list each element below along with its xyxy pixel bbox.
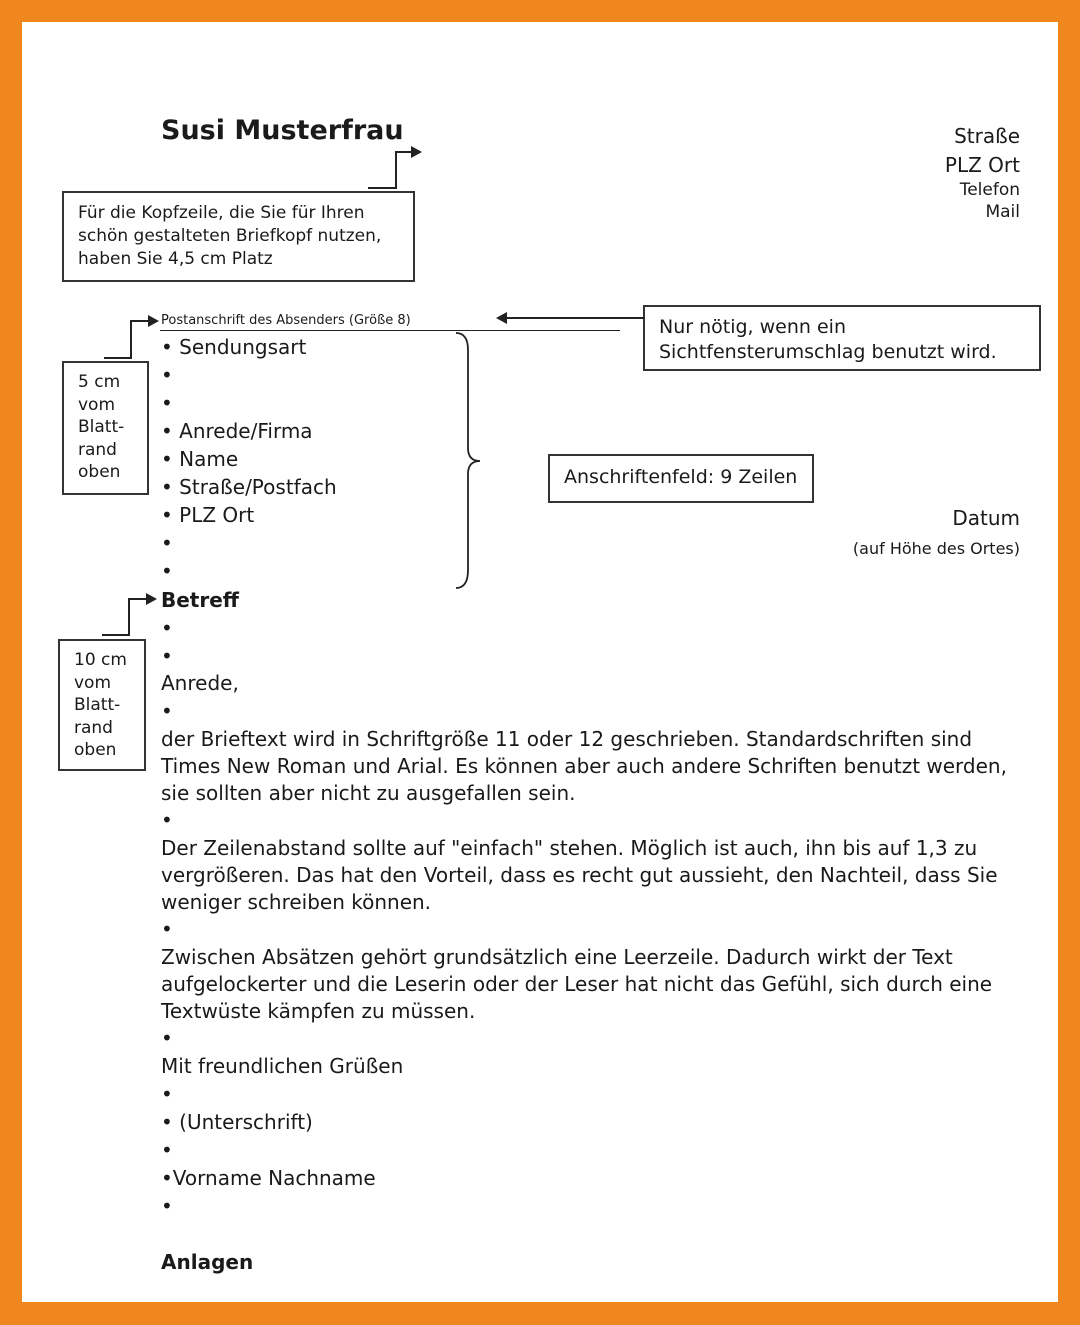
sender-phone: Telefon [959, 180, 1020, 200]
empty-line-bullet: • [161, 1082, 173, 1106]
margin-note-10cm-line: vom [74, 672, 112, 693]
salutation: Anrede, [161, 671, 239, 695]
margin-note-10cm [58, 639, 146, 771]
address-field-label: Anschriftenfeld: 9 Zeilen [564, 466, 798, 488]
margin-note-10cm-line: oben [74, 740, 117, 760]
sender-name: Susi Musterfrau [161, 115, 404, 146]
body-paragraph: der Brieftext wird in Schriftgröße 11 oder 12 geschrieben. Standardschriften sind Times New Roman und Arial. Es können aber auch andere Schriften benutzt werden, sie sollten aber nicht zu ausgefallen sein. [161, 727, 1007, 805]
return-address-label: Postanschrift des Absenders (Größe 8) [161, 313, 411, 328]
address-line: • Anrede/Firma [161, 419, 313, 443]
full-name: •Vorname Nachname [161, 1166, 376, 1190]
subject-line: Betreff [161, 588, 239, 612]
empty-line-bullet: • [161, 917, 173, 941]
sender-mail: Mail [985, 202, 1020, 222]
sender-city: PLZ Ort [944, 153, 1020, 177]
window-note-box [643, 305, 1041, 371]
header-note-box [62, 191, 415, 282]
address-line: • [161, 391, 173, 415]
window-note-text: Nur nötig, wenn ein Sichtfensterumschlag benutzt wird. [659, 316, 997, 363]
margin-note-5cm-line: Blatt- [78, 417, 125, 437]
margin-note-5cm-line: 5 cm [78, 372, 121, 392]
empty-line-bullet: • [161, 1194, 173, 1218]
header-note-text: Für die Kopfzeile, die Sie für Ihren schön gestalteten Briefkopf nutzen, haben Sie 4,5 cm Platz [78, 203, 382, 269]
date-label: Datum [952, 506, 1020, 530]
margin-note-5cm-line: oben [78, 462, 121, 482]
address-line: • Name [161, 447, 239, 471]
address-line: • Sendungsart [161, 335, 307, 359]
margin-note-5cm [62, 361, 149, 495]
address-field-box [548, 454, 814, 503]
empty-line-bullet: • [161, 1026, 173, 1050]
signature: • (Unterschrift) [161, 1110, 313, 1134]
sender-street: Straße [954, 124, 1020, 148]
address-line: • PLZ Ort [161, 503, 255, 527]
empty-line-bullet: • [161, 644, 173, 668]
margin-note-5cm-line: rand [78, 439, 117, 460]
margin-note-10cm-line: 10 cm [74, 650, 127, 670]
address-line: • [161, 559, 173, 583]
address-line: • Straße/Postfach [161, 475, 337, 499]
margin-note-5cm-line: vom [78, 394, 116, 415]
empty-line-bullet: • [161, 699, 173, 723]
address-brace [452, 330, 484, 592]
return-address-rule [160, 330, 620, 331]
empty-line-bullet: • [161, 616, 173, 640]
date-note: (auf Höhe des Ortes) [852, 539, 1020, 558]
margin-note-10cm-line: Blatt- [74, 695, 121, 715]
empty-line-bullet: • [161, 808, 173, 832]
empty-line-bullet: • [161, 1138, 173, 1162]
body-paragraph: Der Zeilenabstand sollte auf "einfach" stehen. Möglich ist auch, ihn bis auf 1,3 zu vergrößeren. Das hat den Vorteil, dass es recht gut aussieht, den Nachteil, dass Sie weniger schreiben können. [161, 836, 998, 914]
margin-note-10cm-line: rand [74, 717, 113, 738]
address-line: • [161, 531, 173, 555]
closing: Mit freundlichen Grüßen [161, 1054, 404, 1078]
body-paragraph: Zwischen Absätzen gehört grundsätzlich eine Leerzeile. Dadurch wirkt der Text aufgelockerter und die Leserin oder der Leser hat nicht das Gefühl, sich durch eine Textwüste kämpfen zu müssen. [161, 945, 993, 1023]
attachments: Anlagen [161, 1250, 254, 1274]
address-line: • [161, 363, 173, 387]
